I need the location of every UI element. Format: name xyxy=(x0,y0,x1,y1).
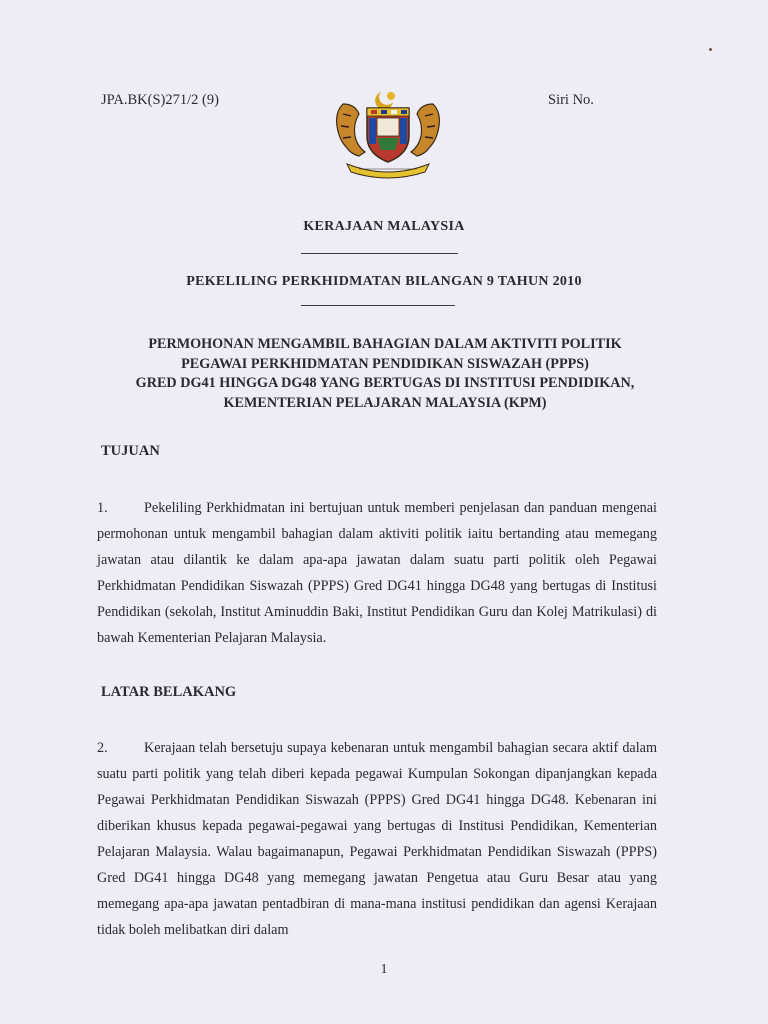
paragraph-number: 2. xyxy=(97,740,108,756)
paragraph-1 xyxy=(97,495,657,651)
section-heading-latar-belakang: LATAR BELAKANG xyxy=(101,684,237,700)
subject-title-line: KEMENTERIAN PELAJARAN MALAYSIA (KPM) xyxy=(223,394,547,411)
subject-title-line: GRED DG41 HINGGA DG48 YANG BERTUGAS DI INSTITUSI PENDIDIKAN, xyxy=(135,375,635,391)
paragraph-2 xyxy=(97,735,657,943)
divider xyxy=(301,253,458,254)
paragraph-number: 1. xyxy=(97,500,108,516)
subject-title-line: PERMOHONAN MENGAMBIL BAHAGIAN DALAM AKTIVITI POLITIK xyxy=(148,336,622,352)
serial-number-label: Siri No. xyxy=(548,92,594,108)
malaysia-coat-of-arms-icon xyxy=(329,86,447,182)
circular-title: PEKELILING PERKHIDMATAN BILANGAN 9 TAHUN 2010 xyxy=(186,274,582,289)
paragraph-text: Kerajaan telah bersetuju supaya kebenaran untuk mengambil bahagian secara aktif dalam suatu parti politik yang telah diberi kepada pegawai Kumpulan Sokongan dipanjangkan kepada Pegawai Perkhidmatan Pendidikan Siswazah (PPPS) Gred DG41 hingga DG48. Kebenaran ini diberikan khusus kepada pegawai-pegawai yang bertugas di Institusi Pendidikan, Kementerian Pelajaran Malaysia. Walau bagaimanapun, Pegawai Perkhidmatan Pendidikan Siswazah (PPPS) Gred DG41 hingga DG48 yang memegang jawatan Pengetua atau Guru Besar atau yang memegang apa-apa jawatan pentadbiran di mana-mana institusi pendidikan dan agensi Kerajaan tidak boleh melibatkan diri dalam xyxy=(97,740,657,938)
section-heading-tujuan: TUJUAN xyxy=(101,443,160,459)
paragraph-text: Pekeliling Perkhidmatan ini bertujuan untuk memberi penjelasan dan panduan mengenai permohonan untuk mengambil bahagian dalam aktiviti politik iaitu bertanding atau memegang jawatan atau dilantik ke dalam apa-apa jawatan dalam suatu parti politik oleh Pegawai Perkhidmatan Pendidikan Siswazah (PPPS) Gred DG41 hingga DG48 yang bertugas di Institusi Pendidikan (sekolah, Institut Aminuddin Baki, Institut Pendidikan Guru dan Kolej Matrikulasi) di bawah Kementerian Pelajaran Malaysia. xyxy=(97,500,657,646)
scan-speck xyxy=(709,48,712,51)
reference-number: JPA.BK(S)271/2 (9) xyxy=(101,92,219,108)
government-heading: KERAJAAN MALAYSIA xyxy=(303,219,465,234)
divider xyxy=(301,305,455,306)
subject-title xyxy=(96,335,674,413)
subject-title-line: PEGAWAI PERKHIDMATAN PENDIDIKAN SISWAZAH (PPPS) xyxy=(181,355,589,372)
page-number: 1 xyxy=(380,962,388,977)
